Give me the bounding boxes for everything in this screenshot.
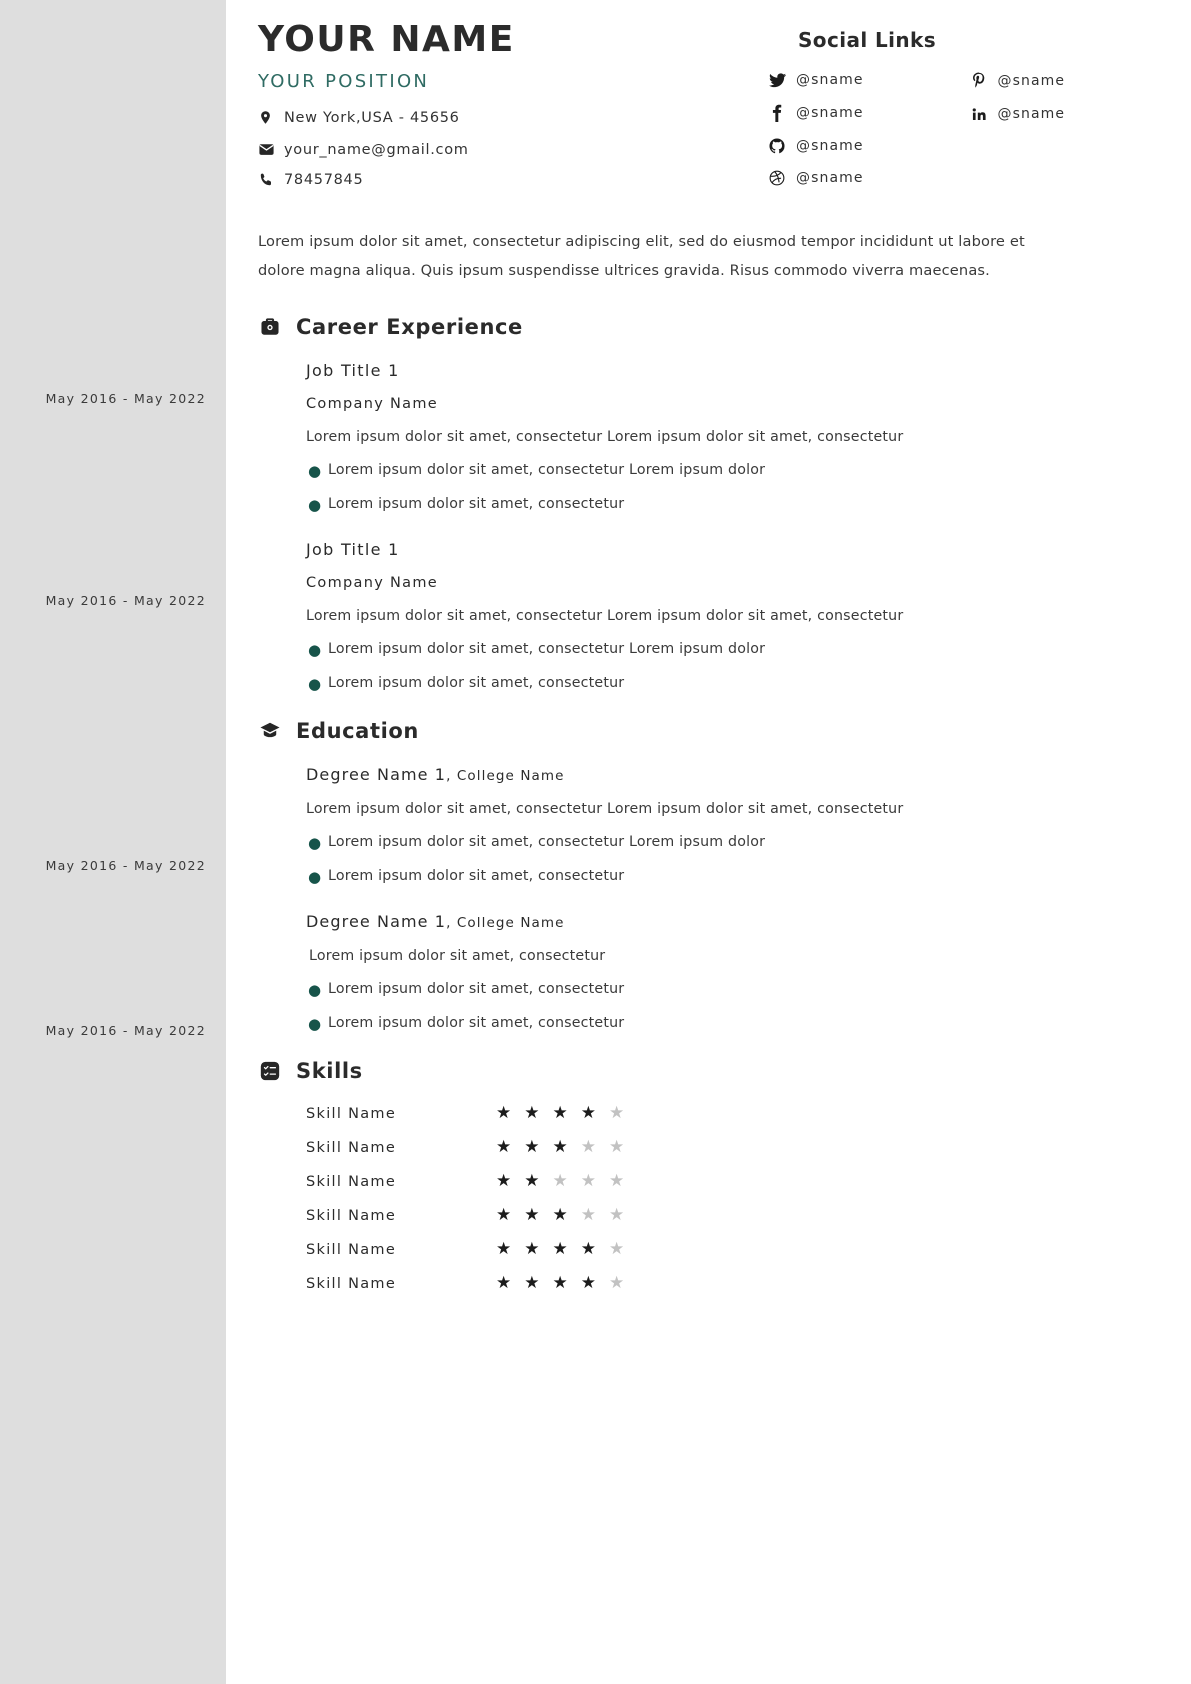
twitter-icon [758, 73, 796, 88]
location-pin-icon [258, 108, 284, 127]
social-links-block [758, 18, 1161, 202]
star-icon[interactable]: ★ [524, 1239, 540, 1260]
star-icon[interactable]: ★ [524, 1137, 540, 1158]
page-title: YOUR NAME [258, 19, 515, 60]
list-item [306, 868, 1161, 886]
degree-name: Degree Name 1 [306, 912, 447, 932]
skill-row [306, 1241, 1161, 1258]
linkedin-icon [960, 106, 998, 122]
social-link-facebook[interactable] [758, 104, 960, 122]
bullet-dot-icon: ● [308, 868, 322, 887]
education-description: Lorem ipsum dolor sit amet, consectetur Lorem ipsum dolor sit amet, consectetur [306, 801, 904, 818]
list-item [306, 834, 1161, 852]
star-icon[interactable]: ★ [496, 1239, 512, 1260]
resume-main [226, 0, 1191, 1684]
bullet-text: Lorem ipsum dolor sit amet, consectetur [328, 981, 625, 998]
list-item [306, 675, 1161, 693]
star-icon[interactable]: ★ [609, 1239, 625, 1260]
job-title: Job Title 1 [306, 540, 400, 560]
star-icon[interactable]: ★ [552, 1205, 568, 1226]
section-career-experience [258, 315, 1161, 693]
list-item [306, 496, 1161, 514]
college-name: , College Name [446, 915, 565, 932]
section-title-skills: Skills [296, 1059, 363, 1084]
star-icon[interactable]: ★ [580, 1137, 596, 1158]
skills-list [258, 1105, 1161, 1292]
contact-email[interactable] [258, 141, 758, 158]
degree-line [306, 912, 1161, 931]
social-handle-twitter: @sname [796, 72, 864, 88]
section-header-skills [258, 1059, 1161, 1083]
skill-name: Skill Name [306, 1275, 397, 1292]
skill-rating[interactable] [496, 1241, 624, 1258]
pinterest-icon [960, 72, 998, 90]
graduation-cap-icon [258, 719, 282, 743]
star-icon[interactable]: ★ [609, 1273, 625, 1294]
skill-name: Skill Name [306, 1241, 397, 1258]
rail-date-experience-2: May 2016 - May 2022 [45, 593, 206, 608]
company-name: Company Name [306, 575, 438, 592]
contact-phone-text: 78457845 [284, 172, 364, 189]
skill-row [306, 1173, 1161, 1190]
star-icon[interactable]: ★ [496, 1103, 512, 1124]
star-icon[interactable]: ★ [580, 1205, 596, 1226]
bullet-text: Lorem ipsum dolor sit amet, consectetur [328, 496, 625, 513]
bullet-dot-icon: ● [308, 462, 322, 481]
social-column-right [960, 72, 1162, 202]
skill-name: Skill Name [306, 1105, 397, 1122]
rail-date-education-2: May 2016 - May 2022 [45, 1023, 206, 1038]
bullet-text: Lorem ipsum dolor sit amet, consectetur Lorem ipsum dolor [328, 641, 766, 658]
star-icon[interactable]: ★ [609, 1103, 625, 1124]
job-description: Lorem ipsum dolor sit amet, consectetur Lorem ipsum dolor sit amet, consectetur [306, 429, 904, 446]
skill-row [306, 1139, 1161, 1156]
section-header-education [258, 719, 1161, 743]
job-position: YOUR POSITION [258, 71, 430, 93]
social-link-twitter[interactable] [758, 72, 960, 88]
list-item [306, 981, 1161, 999]
star-icon[interactable]: ★ [580, 1171, 596, 1192]
section-header-experience [258, 315, 1161, 339]
section-education [258, 719, 1161, 1033]
skill-row [306, 1105, 1161, 1122]
star-icon[interactable]: ★ [496, 1137, 512, 1158]
social-link-github[interactable] [758, 138, 960, 154]
star-icon[interactable]: ★ [580, 1103, 596, 1124]
contact-location-text: New York,USA - 45656 [284, 109, 460, 126]
star-icon[interactable]: ★ [524, 1273, 540, 1294]
college-name: , College Name [446, 768, 565, 785]
star-icon[interactable]: ★ [552, 1171, 568, 1192]
star-icon[interactable]: ★ [496, 1171, 512, 1192]
briefcase-icon [258, 315, 282, 339]
section-title-experience: Career Experience [296, 315, 523, 340]
social-link-linkedin[interactable] [960, 106, 1162, 122]
facebook-icon [758, 104, 796, 122]
skill-rating[interactable] [496, 1207, 624, 1224]
phone-icon [258, 172, 284, 188]
social-handle-dribbble: @sname [796, 170, 864, 186]
rail-date-education-1: May 2016 - May 2022 [45, 858, 206, 873]
social-column-left [758, 72, 960, 202]
star-icon[interactable]: ★ [580, 1239, 596, 1260]
social-handle-github: @sname [796, 138, 864, 154]
profile-summary: Lorem ipsum dolor sit amet, consectetur adipiscing elit, sed do eiusmod tempor incididunt ut labore et dolore magna aliqua. Quis ipsum suspendisse ultrices gravida. Risus commodo viverra maecenas. [258, 233, 1025, 279]
skill-rating[interactable] [496, 1105, 624, 1122]
star-icon[interactable]: ★ [524, 1171, 540, 1192]
star-icon[interactable]: ★ [496, 1205, 512, 1226]
star-icon[interactable]: ★ [524, 1103, 540, 1124]
star-icon[interactable]: ★ [552, 1103, 568, 1124]
dribbble-icon [758, 170, 796, 186]
github-icon [758, 138, 796, 154]
education-entry [258, 912, 1161, 1033]
skill-name: Skill Name [306, 1173, 397, 1190]
job-bullet-list [306, 641, 1161, 693]
identity-block [258, 18, 758, 202]
skill-row [306, 1207, 1161, 1224]
star-icon[interactable]: ★ [580, 1273, 596, 1294]
star-icon[interactable]: ★ [524, 1205, 540, 1226]
star-icon[interactable]: ★ [552, 1137, 568, 1158]
job-bullet-list [306, 462, 1161, 514]
skill-rating[interactable] [496, 1275, 624, 1292]
social-link-pinterest[interactable] [960, 72, 1162, 90]
date-rail [0, 0, 226, 1684]
bullet-text: Lorem ipsum dolor sit amet, consectetur Lorem ipsum dolor [328, 462, 766, 479]
envelope-icon [258, 141, 284, 158]
bullet-dot-icon: ● [308, 641, 322, 660]
skill-rating[interactable] [496, 1139, 624, 1156]
skill-row [306, 1275, 1161, 1292]
job-description: Lorem ipsum dolor sit amet, consectetur Lorem ipsum dolor sit amet, consectetur [306, 608, 904, 625]
contact-list [258, 108, 758, 188]
experience-entry [258, 540, 1161, 693]
star-icon[interactable]: ★ [496, 1273, 512, 1294]
star-icon[interactable]: ★ [552, 1273, 568, 1294]
section-title-education: Education [296, 719, 419, 744]
list-item [306, 1015, 1161, 1033]
rail-date-experience-1: May 2016 - May 2022 [45, 391, 206, 406]
bullet-dot-icon: ● [308, 834, 322, 853]
star-icon[interactable]: ★ [609, 1171, 625, 1192]
bullet-dot-icon: ● [308, 496, 322, 515]
contact-location[interactable] [258, 108, 758, 127]
bullet-dot-icon: ● [308, 1015, 322, 1034]
social-handle-linkedin: @sname [997, 106, 1066, 122]
bullet-text: Lorem ipsum dolor sit amet, consectetur [328, 675, 625, 692]
social-handle-pinterest: @sname [997, 73, 1066, 89]
degree-name: Degree Name 1 [306, 765, 447, 785]
bullet-dot-icon: ● [308, 675, 322, 694]
bullet-text: Lorem ipsum dolor sit amet, consectetur [328, 1015, 625, 1032]
education-bullet-list [306, 834, 1161, 886]
contact-email-text: your_name@gmail.com [284, 141, 469, 158]
list-item [306, 641, 1161, 659]
star-icon[interactable]: ★ [609, 1205, 625, 1226]
contact-phone[interactable] [258, 172, 758, 188]
star-icon[interactable]: ★ [552, 1239, 568, 1260]
education-bullet-list [306, 981, 1161, 1033]
bullet-text: Lorem ipsum dolor sit amet, consectetur Lorem ipsum dolor [328, 834, 766, 851]
education-entry [258, 765, 1161, 886]
skill-name: Skill Name [306, 1139, 397, 1156]
checklist-icon [258, 1059, 282, 1083]
social-links-title: Social Links [798, 28, 937, 52]
section-skills [258, 1059, 1161, 1292]
experience-entry [258, 361, 1161, 514]
list-item [306, 462, 1161, 480]
education-description: Lorem ipsum dolor sit amet, consectetur [309, 948, 606, 965]
bullet-dot-icon: ● [308, 981, 322, 1000]
job-title: Job Title 1 [306, 361, 400, 381]
social-handle-facebook: @sname [796, 105, 864, 121]
skill-rating[interactable] [496, 1173, 624, 1190]
degree-line [306, 765, 1161, 784]
resume-header [258, 18, 1161, 202]
skill-name: Skill Name [306, 1207, 397, 1224]
social-link-dribbble[interactable] [758, 170, 960, 186]
bullet-text: Lorem ipsum dolor sit amet, consectetur [328, 868, 625, 885]
company-name: Company Name [306, 396, 438, 413]
star-icon[interactable]: ★ [609, 1137, 625, 1158]
social-columns [758, 72, 1161, 202]
